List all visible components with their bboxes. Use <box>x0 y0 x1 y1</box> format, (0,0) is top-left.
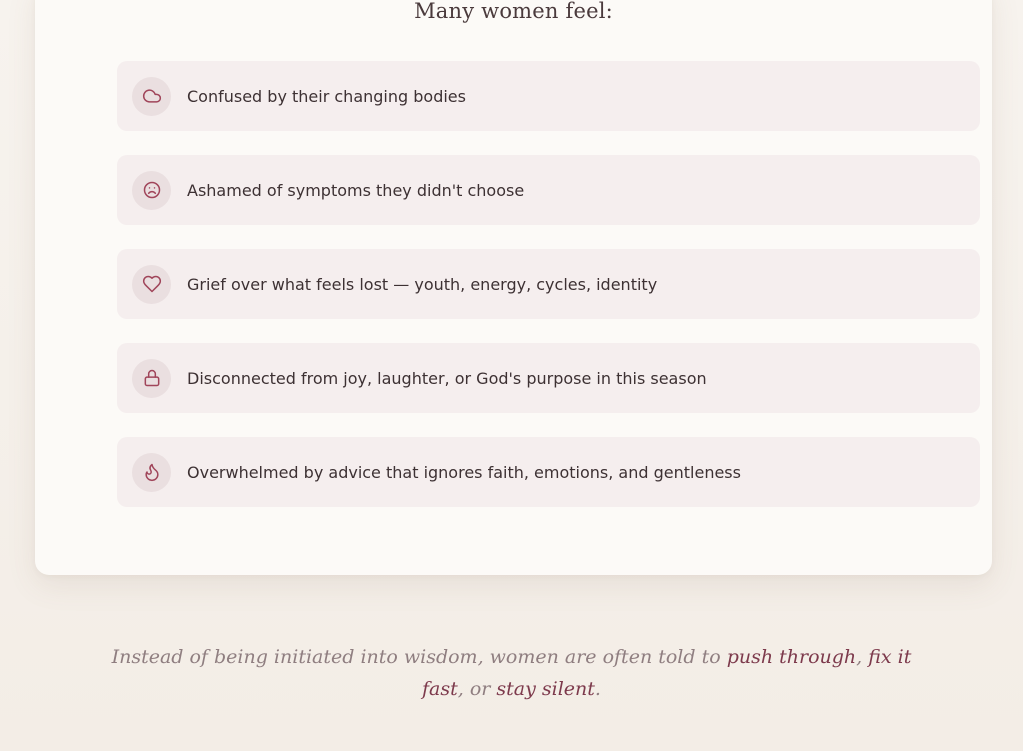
closing-separator: , <box>856 646 869 668</box>
closing-statement <box>110 641 913 705</box>
list-item <box>117 249 980 319</box>
frown-icon <box>132 171 171 210</box>
list-item-text: Confused by their changing bodies <box>187 86 466 106</box>
heart-icon <box>132 265 171 304</box>
list-item-text: Ashamed of symptoms they didn't choose <box>187 180 525 200</box>
list-item-text: Overwhelmed by advice that ignores faith, emotions, and gentleness <box>187 462 741 482</box>
cloud-icon <box>132 77 171 116</box>
card-heading: Many women feel: <box>414 0 613 23</box>
list-item <box>117 343 980 413</box>
lock-icon <box>132 359 171 398</box>
closing-end: . <box>594 678 601 700</box>
closing-separator: , or <box>457 678 497 700</box>
list-item-text: Disconnected from joy, laughter, or God's purpose in this season <box>187 368 707 388</box>
list-item <box>117 61 980 131</box>
feelings-card <box>35 0 992 575</box>
list-item <box>117 437 980 507</box>
closing-emphasis-push-through: push through <box>726 646 857 668</box>
closing-emphasis-fix-it-fast: fix it fast <box>422 646 912 700</box>
list-item <box>117 155 980 225</box>
feelings-list <box>117 61 980 531</box>
closing-text: Instead of being initiated into wisdom, women are often told to <box>111 646 727 668</box>
closing-emphasis-stay-silent: stay silent <box>496 678 595 700</box>
list-item-text: Grief over what feels lost — youth, energy, cycles, identity <box>187 274 658 294</box>
flame-icon <box>132 453 171 492</box>
